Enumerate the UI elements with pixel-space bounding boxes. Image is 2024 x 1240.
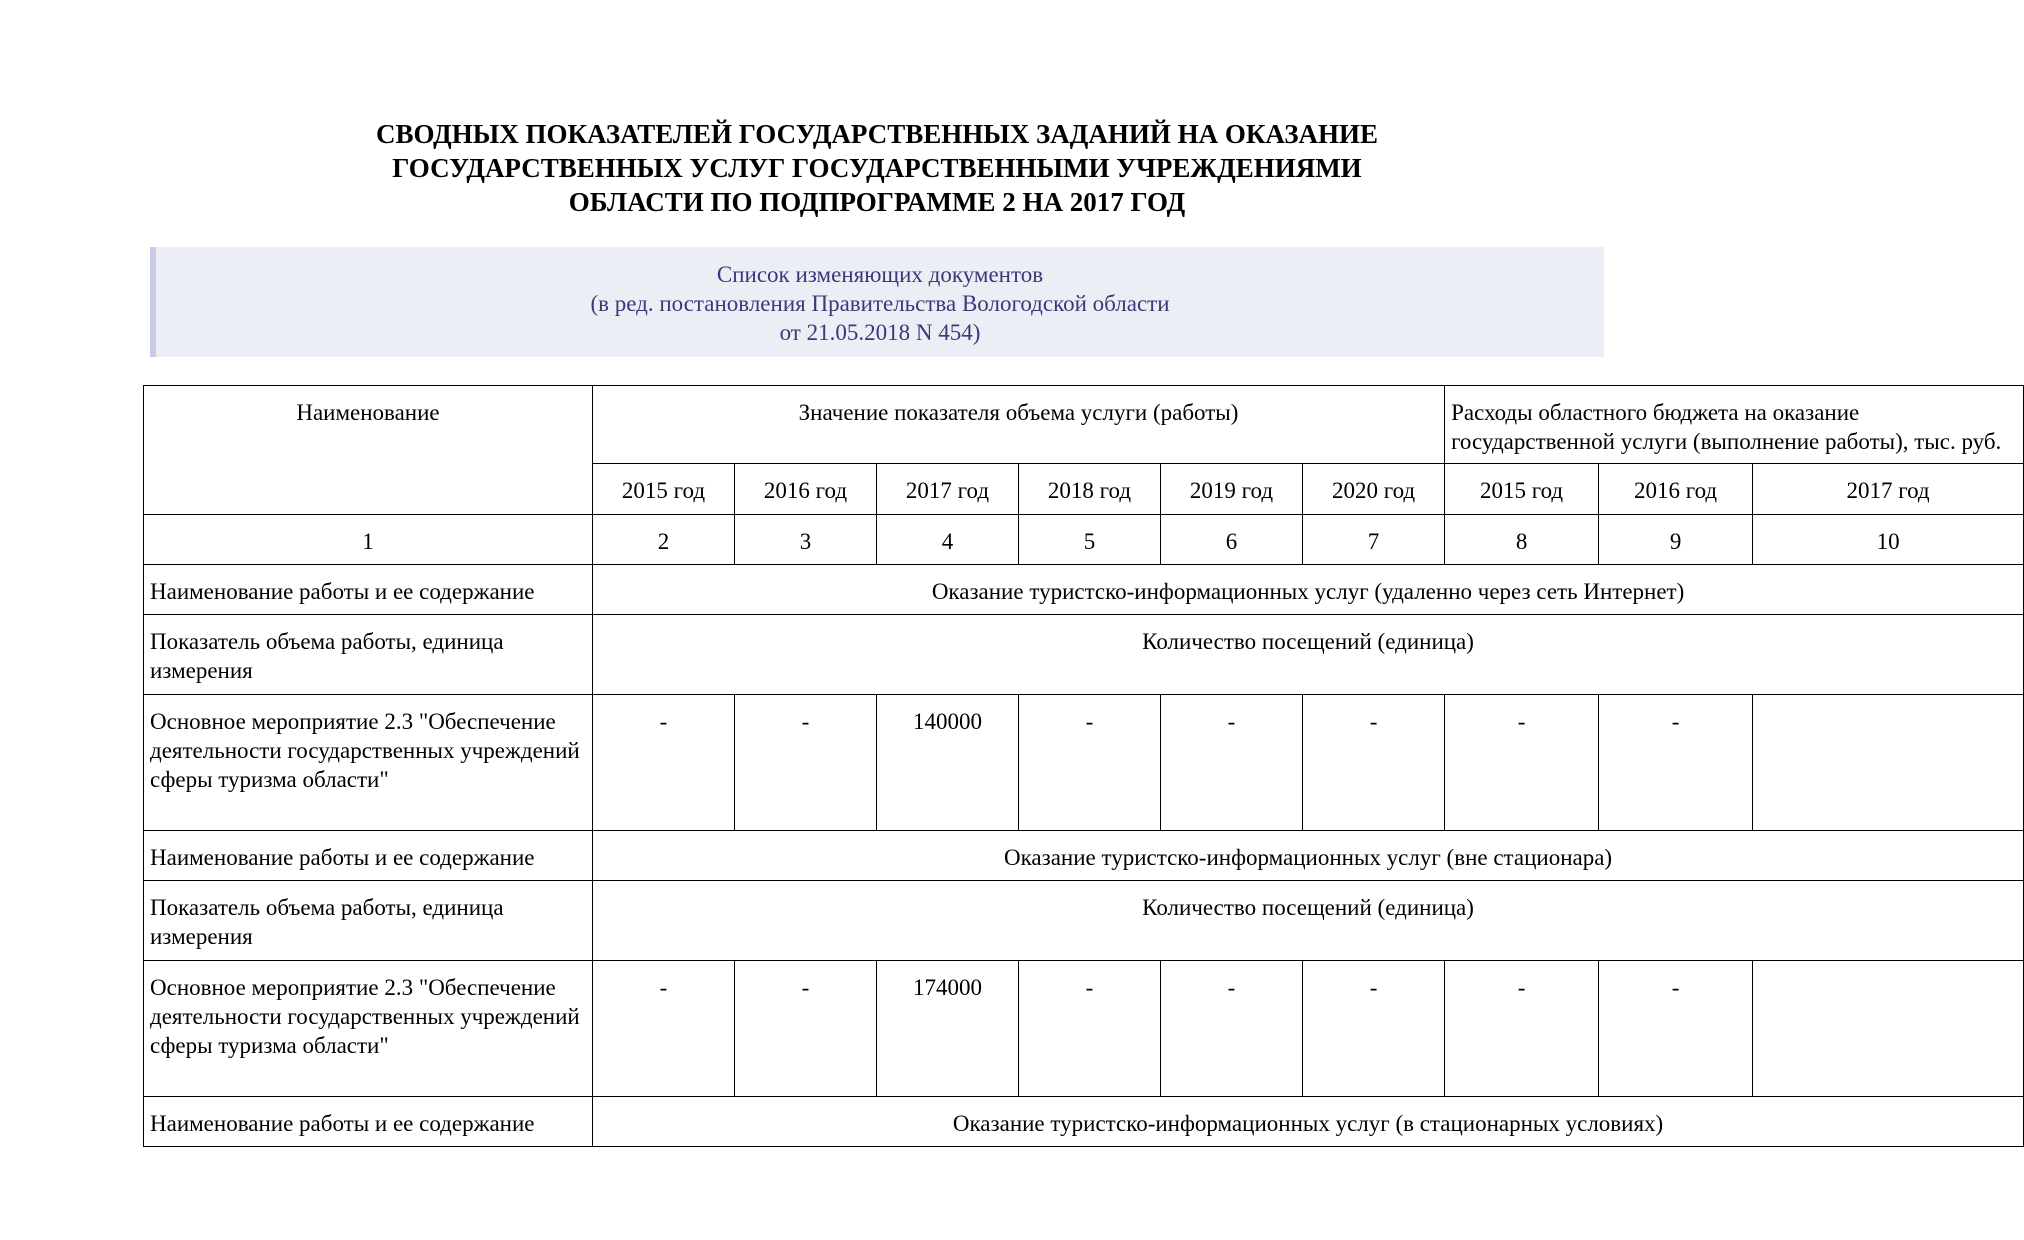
header-year: 2017 год — [877, 464, 1019, 515]
activity-label: Основное мероприятие 2.3 "Обеспечение деятельности государственных учреждений сферы туризма области" — [144, 695, 593, 831]
header-year: 2015 год — [593, 464, 735, 515]
activity-value: - — [735, 695, 877, 831]
indicator-row — [144, 615, 2024, 695]
activity-value: - — [593, 695, 735, 831]
activity-label: Основное мероприятие 2.3 "Обеспечение деятельности государственных учреждений сферы туризма области" — [144, 961, 593, 1097]
activity-value: - — [1303, 695, 1445, 831]
work-name-label: Наименование работы и ее содержание — [144, 831, 593, 881]
column-number: 3 — [735, 515, 877, 565]
header-name: Наименование — [144, 386, 593, 515]
column-number: 1 — [144, 515, 593, 565]
amendments-date: от 21.05.2018 N 454) — [779, 320, 981, 345]
column-number: 10 — [1753, 515, 2024, 565]
title-line-1: СВОДНЫХ ПОКАЗАТЕЛЕЙ ГОСУДАРСТВЕННЫХ ЗАДАНИЙ НА ОКАЗАНИЕ — [375, 119, 1379, 149]
work-name-value: Оказание туристско-информационных услуг (в стационарных условиях) — [593, 1097, 2024, 1147]
header-row-top — [144, 386, 2024, 464]
activity-value: - — [1445, 961, 1599, 1097]
indicator-value: Количество посещений (единица) — [593, 881, 2024, 961]
activity-value: - — [735, 961, 877, 1097]
title-line-3: ОБЛАСТИ ПО ПОДПРОГРАММЕ 2 НА 2017 ГОД — [568, 187, 1186, 217]
amendments-heading: Список изменяющих документов — [716, 262, 1044, 287]
column-number: 9 — [1599, 515, 1753, 565]
activity-row — [144, 961, 2024, 1097]
title-line-2: ГОСУДАРСТВЕННЫХ УСЛУГ ГОСУДАРСТВЕННЫМИ УЧРЕЖДЕНИЯМИ — [392, 153, 1362, 183]
activity-row — [144, 695, 2024, 831]
work-name-label: Наименование работы и ее содержание — [144, 1097, 593, 1147]
activity-value: - — [1303, 961, 1445, 1097]
indicator-value: Количество посещений (единица) — [593, 615, 2024, 695]
work-name-value: Оказание туристско-информационных услуг (вне стационара) — [593, 831, 2024, 881]
activity-value: 140000 — [877, 695, 1019, 831]
work-name-row — [144, 831, 2024, 881]
work-name-label: Наименование работы и ее содержание — [144, 565, 593, 615]
work-name-row — [144, 565, 2024, 615]
indicator-label: Показатель объема работы, единица измерения — [144, 615, 593, 695]
activity-value — [1753, 695, 2024, 831]
activity-value — [1753, 961, 2024, 1097]
header-year: 2019 год — [1161, 464, 1303, 515]
indicators-table — [143, 385, 2024, 1147]
table-viewport — [143, 385, 2002, 1160]
header-year: 2017 год — [1753, 464, 2024, 515]
document-title — [0, 117, 1754, 219]
activity-value: - — [1599, 961, 1753, 1097]
header-year: 2016 год — [735, 464, 877, 515]
column-number: 6 — [1161, 515, 1303, 565]
activity-value: - — [1019, 961, 1161, 1097]
column-number: 4 — [877, 515, 1019, 565]
activity-value: 174000 — [877, 961, 1019, 1097]
header-year: 2018 год — [1019, 464, 1161, 515]
activity-value: - — [1019, 695, 1161, 831]
header-volume-group: Значение показателя объема услуги (работы) — [593, 386, 1445, 464]
activity-value: - — [1599, 695, 1753, 831]
activity-value: - — [1445, 695, 1599, 831]
activity-value: - — [1161, 695, 1303, 831]
header-year: 2016 год — [1599, 464, 1753, 515]
amendments-box — [150, 247, 1604, 357]
header-year: 2020 год — [1303, 464, 1445, 515]
work-name-row — [144, 1097, 2024, 1147]
column-number: 5 — [1019, 515, 1161, 565]
header-expense-group: Расходы областного бюджета на оказание государственной услуги (выполнение работы), тыс. руб. — [1445, 386, 2024, 464]
work-name-value: Оказание туристско-информационных услуг (удаленно через сеть Интернет) — [593, 565, 2024, 615]
column-number: 8 — [1445, 515, 1599, 565]
activity-value: - — [593, 961, 735, 1097]
indicator-row — [144, 881, 2024, 961]
activity-value: - — [1161, 961, 1303, 1097]
column-number: 7 — [1303, 515, 1445, 565]
amendments-reference: (в ред. постановления Правительства Вологодской области — [590, 291, 1170, 316]
column-number: 2 — [593, 515, 735, 565]
column-number-row — [144, 515, 2024, 565]
indicator-label: Показатель объема работы, единица измерения — [144, 881, 593, 961]
header-year: 2015 год — [1445, 464, 1599, 515]
